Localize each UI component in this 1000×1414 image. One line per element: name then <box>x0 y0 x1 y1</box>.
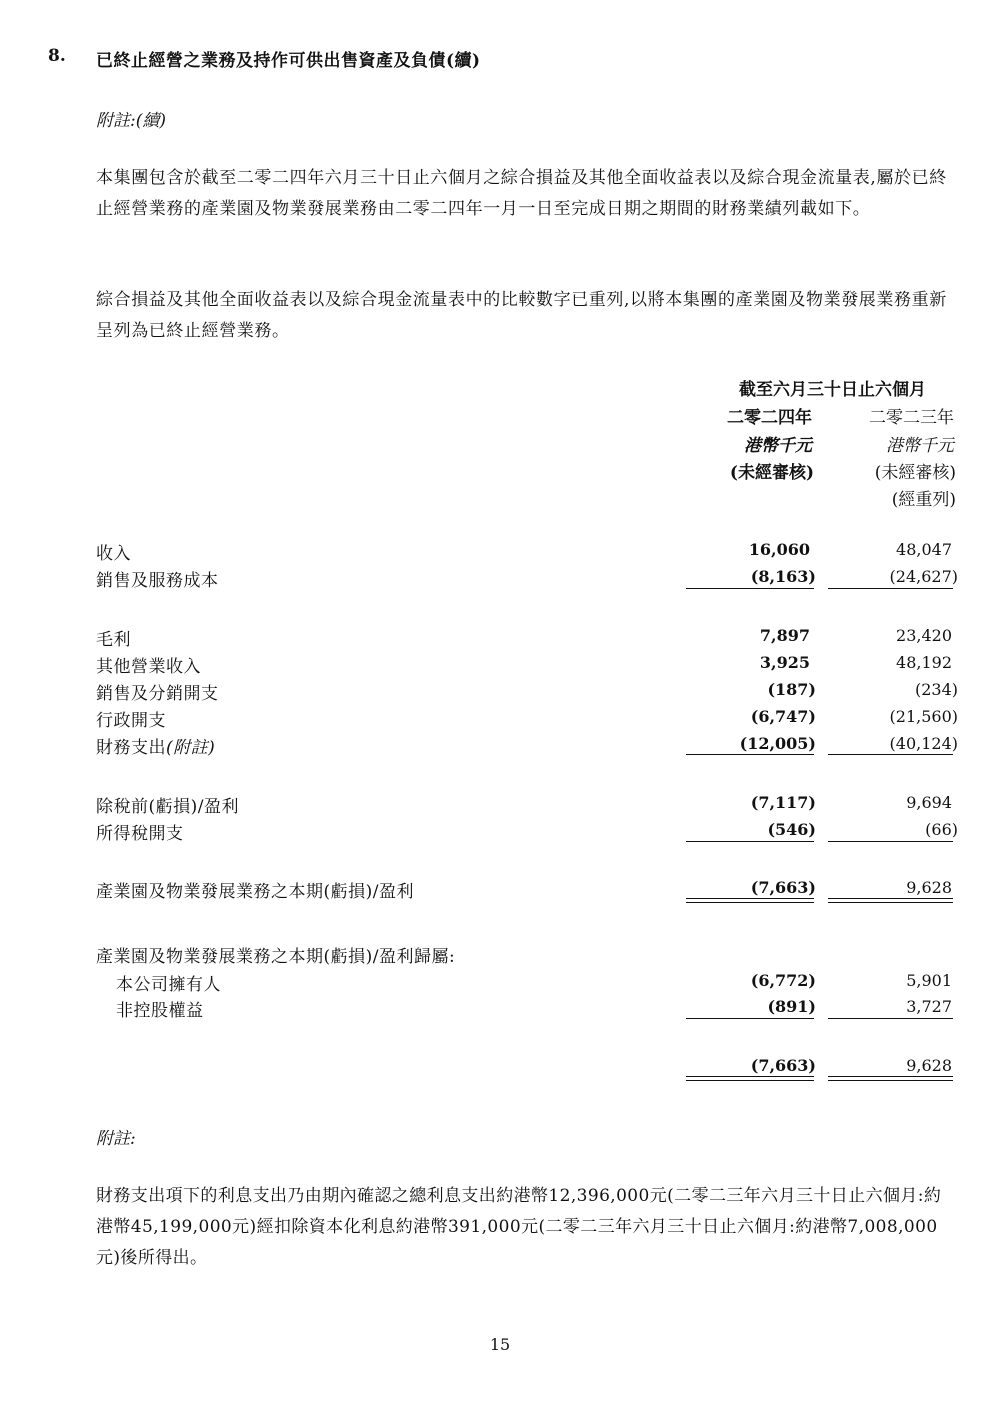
row-label-finance-costs <box>96 733 215 758</box>
value-2024: (187) <box>767 680 816 699</box>
note-heading-continued: 附註:(續) <box>96 111 166 131</box>
total-double-rule <box>686 1076 814 1081</box>
section-title: 已終止經營之業務及持作可供出售資產及負債(續) <box>96 51 481 71</box>
row-label-cost-of-sales: 銷售及服務成本 <box>96 571 219 591</box>
value-2024: 16,060 <box>748 540 810 559</box>
subtotal-rule <box>686 1018 814 1019</box>
value-2024: (12,005) <box>739 734 816 753</box>
row-label-income-tax: 所得稅開支 <box>96 824 184 844</box>
value-2024: (7,663) <box>750 878 816 897</box>
value-2023: 48,192 <box>896 653 952 672</box>
col-2023-year: 二零二三年 <box>869 408 954 428</box>
value-2024-total: (7,663) <box>750 1056 816 1075</box>
subtotal-rule <box>686 588 814 589</box>
row-label-admin-expenses: 行政開支 <box>96 711 166 731</box>
value-2023-total: 9,628 <box>906 1056 952 1075</box>
restatement-paragraph <box>96 285 958 347</box>
row-label-owners: 本公司擁有人 <box>116 975 221 995</box>
row-label-non-controlling: 非控股權益 <box>116 1001 204 1021</box>
value-2024: 3,925 <box>759 653 810 672</box>
intro-paragraph <box>96 163 958 225</box>
section-number: 8. <box>48 46 66 66</box>
value-2023: 3,727 <box>906 997 952 1016</box>
value-2024: 7,897 <box>759 626 810 645</box>
page-number: 15 <box>489 1335 511 1354</box>
value-2024: (891) <box>767 997 816 1016</box>
value-2023: (234) <box>914 680 958 699</box>
value-2024: (7,117) <box>750 793 816 812</box>
value-2023: (40,124) <box>889 734 958 753</box>
col-2024-unit: 港幣千元 <box>744 436 812 456</box>
row-label-selling-expenses: 銷售及分銷開支 <box>96 684 219 704</box>
col-2023-unit: 港幣千元 <box>886 436 954 456</box>
row-label-gross-profit: 毛利 <box>96 630 131 650</box>
row-label-attributable-to: 產業園及物業發展業務之本期(虧損)/盈利歸屬: <box>96 947 456 967</box>
col-2024-audit: (未經審核) <box>729 463 814 483</box>
paragraph-text: 本集團包含於截至二零二四年六月三十日止六個月之綜合損益及其他全面收益表以及綜合現金流量表,屬於已終止經營業務的產業園及物業發展業務由二零二四年一月一日至完成日期之期間的財務業績列載如下。 <box>96 168 947 219</box>
value-2023: 9,694 <box>906 793 952 812</box>
subtotal-rule <box>828 1018 953 1019</box>
row-label-other-income: 其他營業收入 <box>96 657 201 677</box>
total-double-rule <box>686 898 814 903</box>
col-2023-audit: (未經審核) <box>874 463 956 483</box>
total-double-rule <box>828 898 953 903</box>
subtotal-rule <box>828 588 953 589</box>
value-2023: (21,560) <box>889 707 958 726</box>
value-2023: (66) <box>925 820 958 839</box>
note-heading: 附註: <box>96 1129 136 1149</box>
value-2024: (546) <box>767 820 816 839</box>
note-reference: (附註) <box>166 738 216 758</box>
col-2023-restated: (經重列) <box>891 490 956 510</box>
row-label-period-result: 產業園及物業發展業務之本期(虧損)/盈利 <box>96 882 414 902</box>
row-label-text: 財務支出 <box>96 738 166 758</box>
period-header: 截至六月三十日止六個月 <box>739 380 926 400</box>
row-label-revenue: 收入 <box>96 544 131 564</box>
subtotal-rule <box>828 841 953 842</box>
subtotal-rule <box>828 754 953 755</box>
value-2023: (24,627) <box>889 567 958 586</box>
subtotal-rule <box>686 754 814 755</box>
value-2024: (6,747) <box>750 707 816 726</box>
subtotal-rule <box>686 841 814 842</box>
col-2024-year: 二零二四年 <box>727 408 812 428</box>
value-2023: 23,420 <box>896 626 952 645</box>
total-double-rule <box>828 1076 953 1081</box>
note-paragraph: 財務支出項下的利息支出乃由期內確認之總利息支出約港幣12,396,000元(二零二三年六月三十日止六個月:約港幣45,199,000元)經扣除資本化利息約港幣391,000元(二零二三年六月三十日止六個月:約港幣7,008,000元)後所得出。 <box>96 1186 942 1268</box>
paragraph-text: 綜合損益及其他全面收益表以及綜合現金流量表中的比較數字已重列,以將本集團的產業園及物業發展業務重新呈列為已終止經營業務。 <box>96 290 947 341</box>
value-2024: (8,163) <box>750 567 816 586</box>
row-label-profit-before-tax: 除稅前(虧損)/盈利 <box>96 797 239 817</box>
value-2023: 9,628 <box>906 878 952 897</box>
value-2024: (6,772) <box>750 971 816 990</box>
value-2023: 5,901 <box>906 971 952 990</box>
value-2023: 48,047 <box>896 540 952 559</box>
